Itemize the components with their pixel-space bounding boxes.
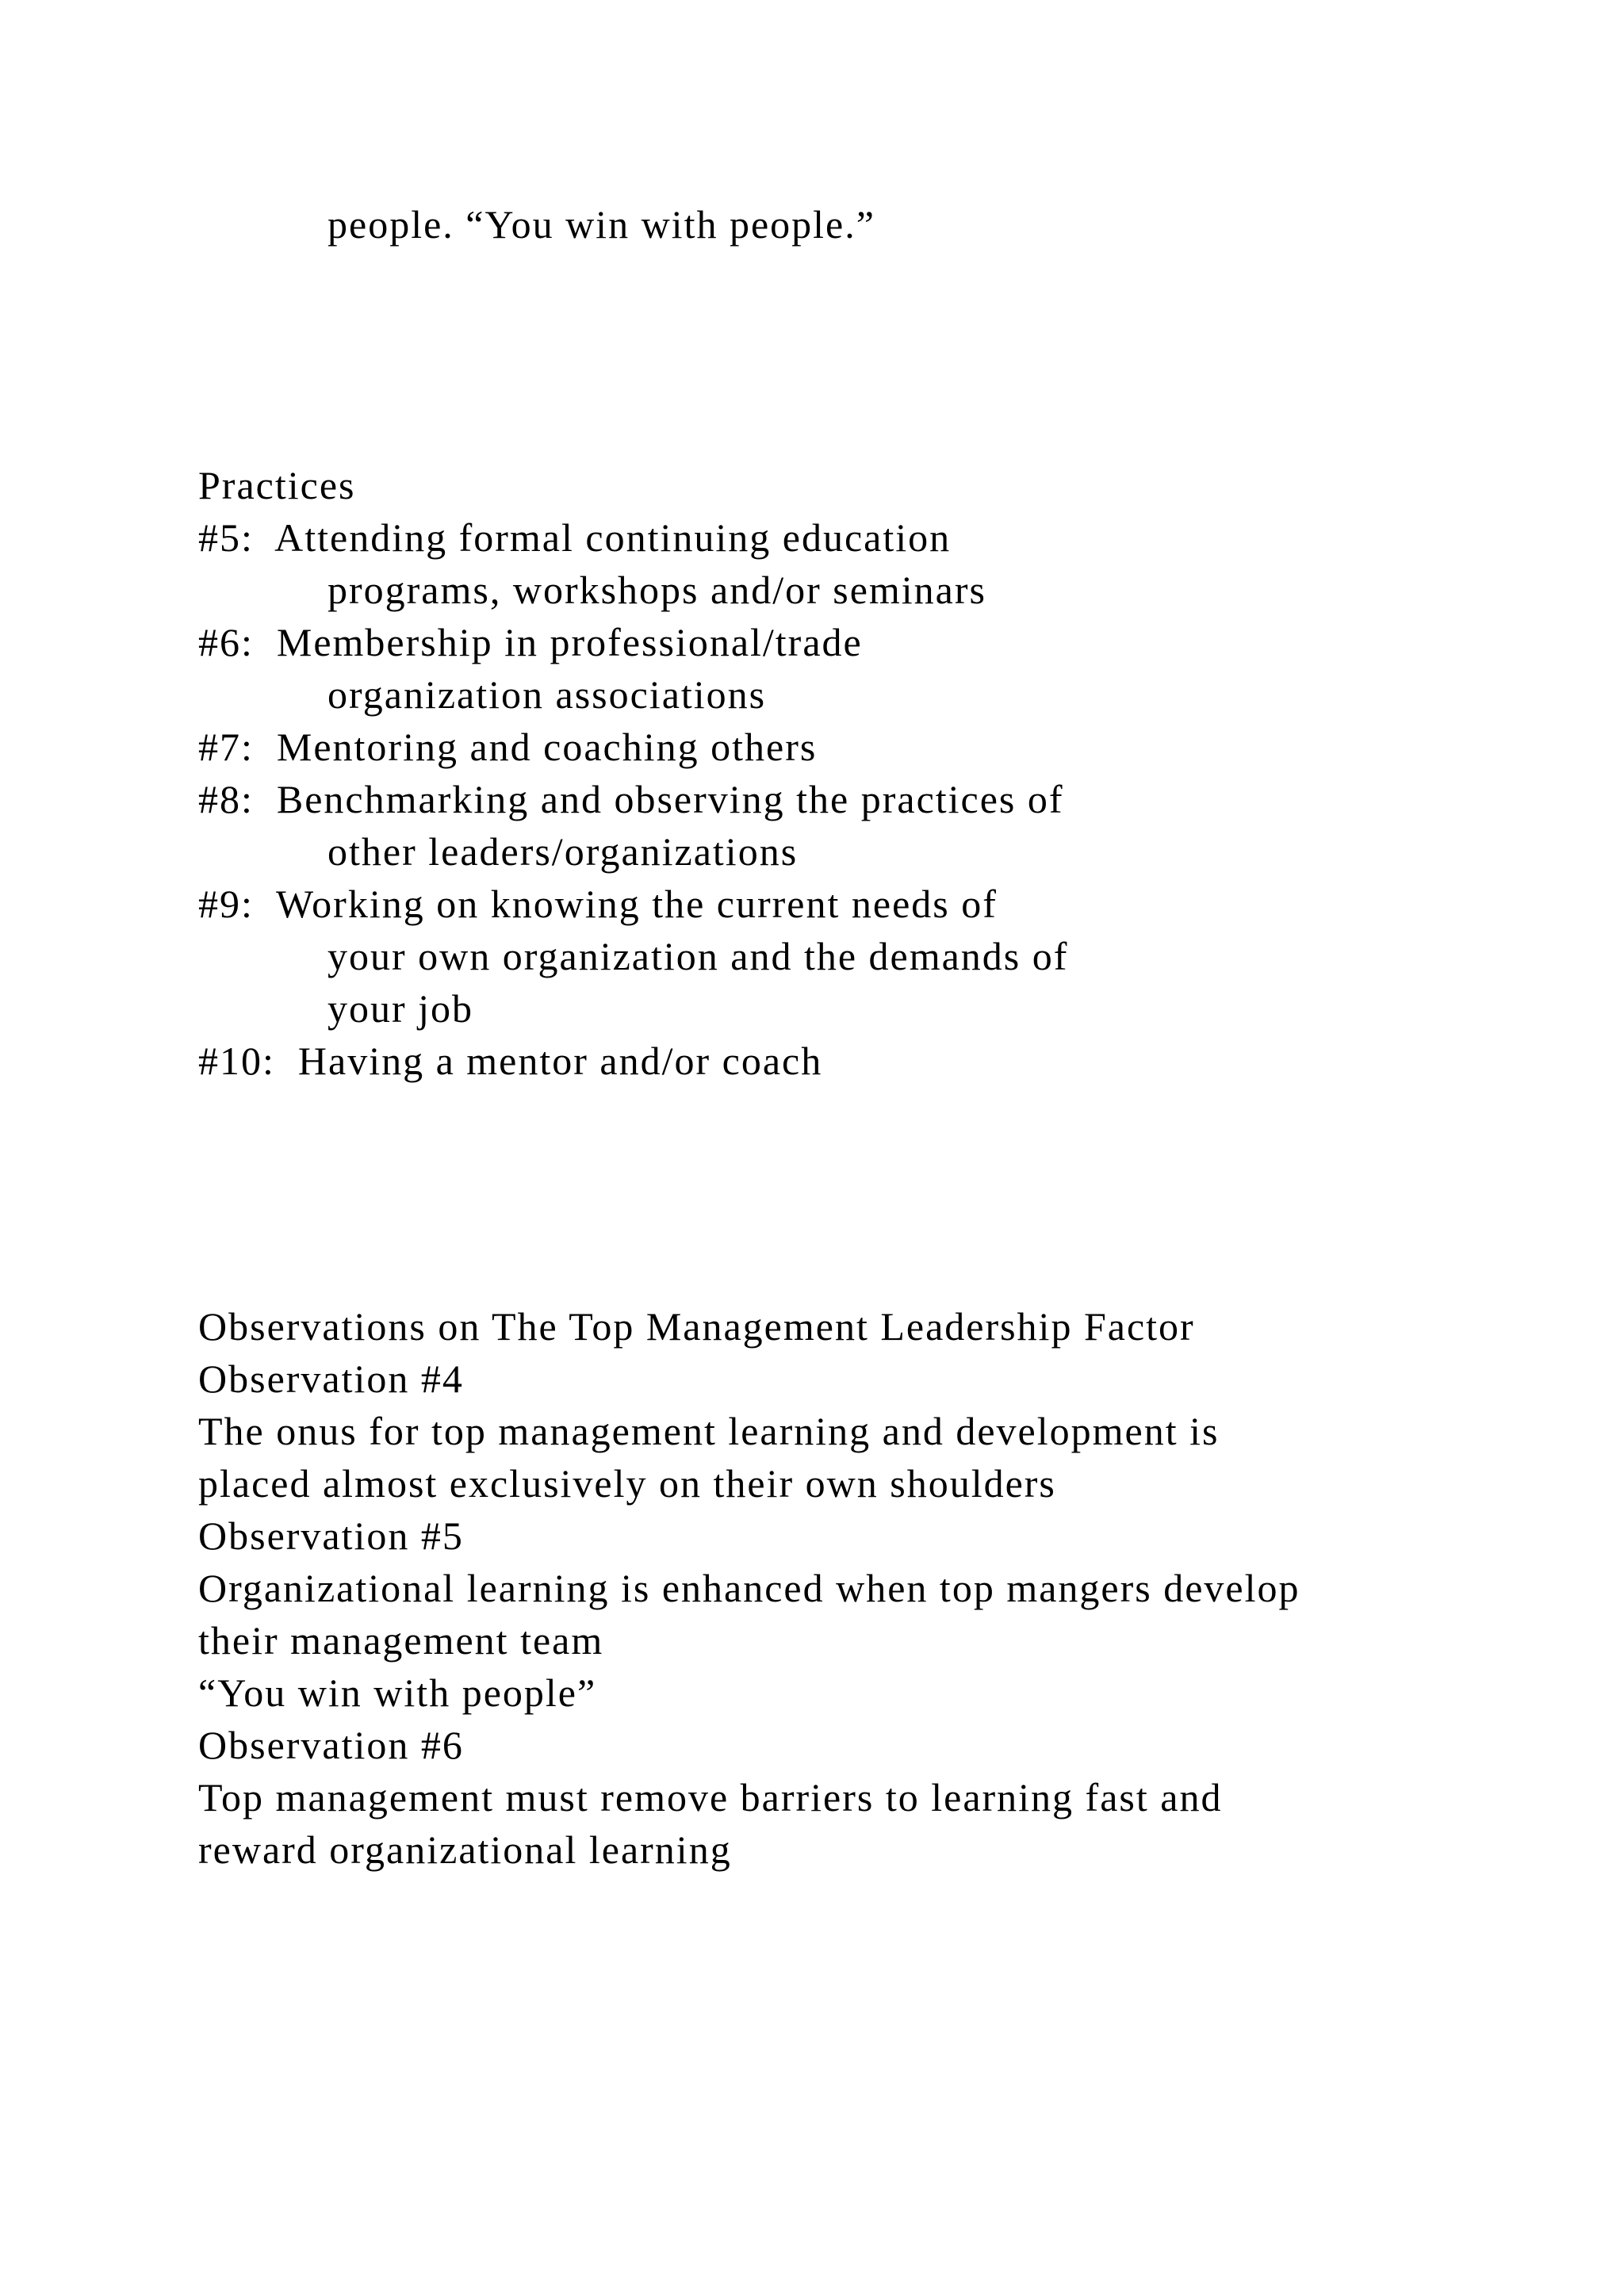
observation-4-text-line-2: placed almost exclusively on their own shoulders — [198, 1461, 1056, 1506]
practice-item-9-line-1: #9: Working on knowing the current needs of — [198, 882, 998, 926]
intro-line: people. “You win with people.” — [327, 202, 875, 247]
practice-item-8-line-1: #8: Benchmarking and observing the practices of — [198, 777, 1064, 821]
practice-item-6-line-1: #6: Membership in professional/trade — [198, 620, 863, 664]
observation-4-text-line-1: The onus for top management learning and development is — [198, 1409, 1220, 1453]
observation-5-text-line-2: their management team — [198, 1618, 604, 1663]
observation-5-quote: “You win with people” — [198, 1670, 597, 1715]
practice-item-5-line-1: #5: Attending formal continuing education — [198, 515, 952, 560]
practices-heading: Practices — [198, 463, 356, 507]
observation-6-title: Observation #6 — [198, 1723, 464, 1767]
observation-4-title: Observation #4 — [198, 1357, 464, 1401]
practice-item-9-line-3: your job — [327, 986, 474, 1031]
observation-6-text-line-1: Top management must remove barriers to learning fast and — [198, 1775, 1223, 1820]
practice-item-8-line-2: other leaders/organizations — [327, 829, 799, 874]
observations-heading: Observations on The Top Management Leadership Factor — [198, 1304, 1195, 1349]
practice-item-7-line-1: #7: Mentoring and coaching others — [198, 725, 818, 769]
observation-5-title: Observation #5 — [198, 1513, 464, 1558]
practice-item-6-line-2: organization associations — [327, 672, 767, 717]
observation-5-text-line-1: Organizational learning is enhanced when top mangers develop — [198, 1566, 1300, 1610]
observation-6-text-line-2: reward organizational learning — [198, 1827, 732, 1872]
practice-item-5-line-2: programs, workshops and/or seminars — [327, 568, 986, 612]
practice-item-9-line-2: your own organization and the demands of — [327, 934, 1069, 978]
practice-item-10-line-1: #10: Having a mentor and/or coach — [198, 1039, 823, 1083]
